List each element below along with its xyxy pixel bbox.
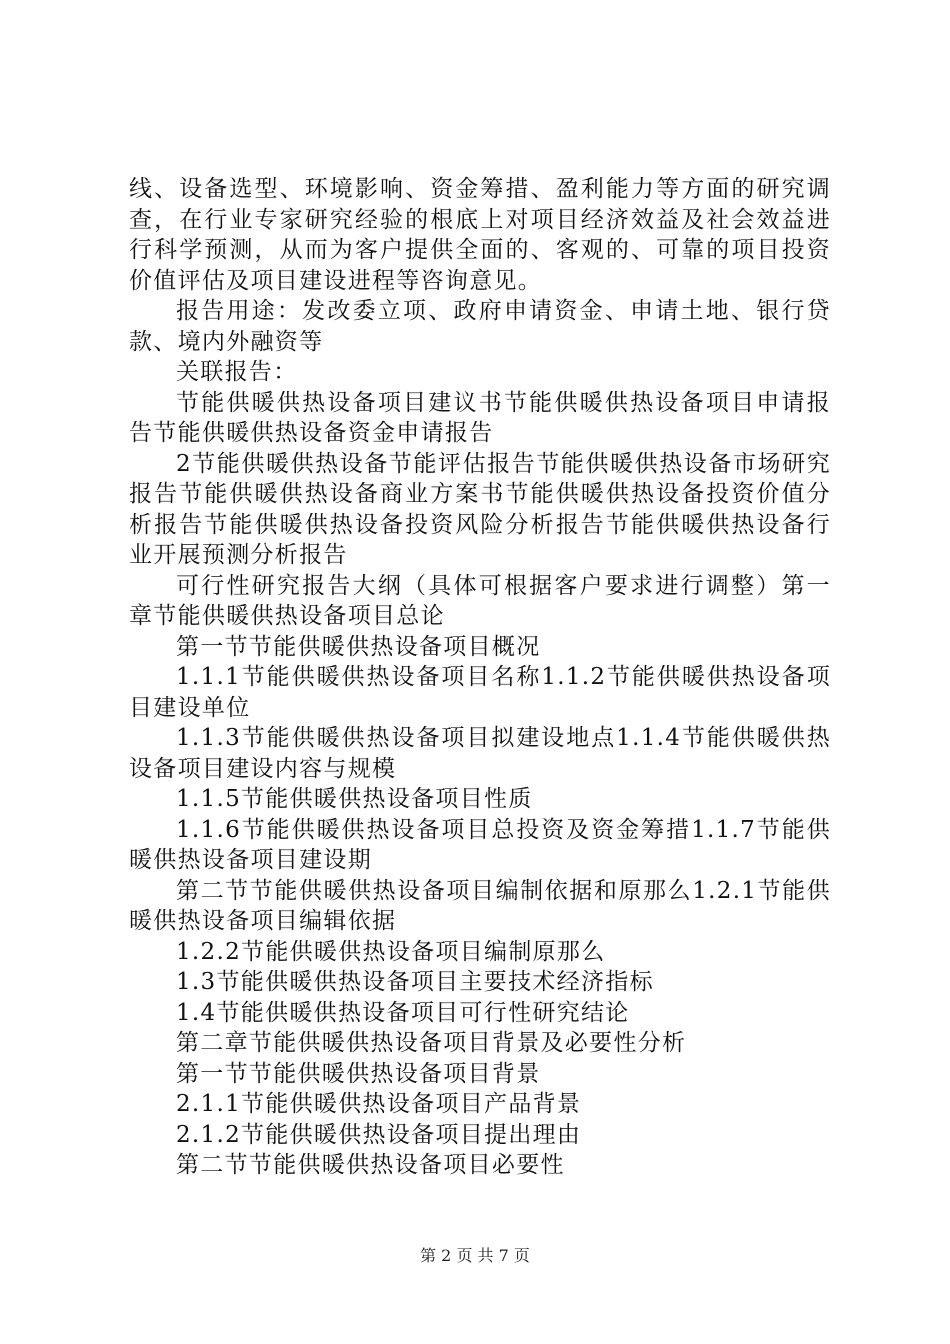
page-number-footer: 第 2 页 共 7 页: [420, 1246, 530, 1265]
paragraph-related-reports-heading: 关联报告：: [176, 359, 298, 385]
paragraph-chapter-2: 第二章节能供暖供热设备项目背景及必要性分析: [176, 1030, 687, 1056]
paragraph-report-usage: 报告用途：发改委立项、政府申请资金、申请土地、银行贷款、境内外融资等: [129, 298, 831, 355]
paragraph-related-reports-2: 2节能供暖供热设备节能评估报告节能供暖供热设备市场研究报告节能供暖供热设备商业方案书节能供暖供热设备投资价值分析报告节能供暖供热设备投资风险分析报告节能供暖供热设备行业开展预测分析报告: [129, 450, 831, 568]
paragraph-section-1-2: 第二节节能供暖供热设备项目编制依据和原那么1.2.1节能供暖供热设备项目编辑依据: [129, 877, 831, 934]
paragraph-item-1-1-6: 1.1.6节能供暖供热设备项目总投资及资金筹措1.1.7节能供暖供热设备项目建设期: [129, 816, 831, 873]
paragraph-section-2-1: 第一节节能供暖供热设备项目背景: [176, 1060, 541, 1087]
paragraph-outline-chapter-1: 可行性研究报告大纲（具体可根据客户要求进行调整）第一章节能供暖供热设备项目总论: [129, 572, 831, 629]
document-body: [129, 174, 831, 1181]
paragraph-item-2-1-1: 2.1.1节能供暖供热设备项目产品背景: [176, 1091, 582, 1117]
paragraph-section-1-1: 第一节节能供暖供热设备项目概况: [176, 633, 541, 660]
paragraph-item-1-1-1: 1.1.1节能供暖供热设备项目名称1.1.2节能供暖供热设备项目建设单位: [129, 664, 831, 721]
paragraph-item-1-1-3: 1.1.3节能供暖供热设备项目拟建设地点1.1.4节能供暖供热设备项目建设内容与规模: [129, 725, 831, 782]
paragraph-intro-continuation: 线、设备选型、环境影响、资金筹措、盈利能力等方面的研究调查，在行业专家研究经验的根底上对项目经济效益及社会效益进行科学预测，从而为客户提供全面的、客观的、可靠的项目投资价值评估及项目建设进程等咨询意见。: [129, 176, 831, 294]
paragraph-item-1-1-5: 1.1.5节能供暖供热设备项目性质: [176, 786, 533, 812]
paragraph-item-1-4: 1.4节能供暖供热设备项目可行性研究结论: [176, 999, 630, 1026]
paragraph-section-2-2: 第二节节能供暖供热设备项目必要性: [176, 1152, 565, 1178]
paragraph-item-2-1-2: 2.1.2节能供暖供热设备项目提出理由: [176, 1121, 582, 1148]
paragraph-item-1-3: 1.3节能供暖供热设备项目主要技术经济指标: [176, 969, 654, 995]
paragraph-item-1-2-2: 1.2.2节能供暖供热设备项目编制原那么: [176, 938, 606, 965]
paragraph-related-reports-1: 节能供暖供热设备项目建议书节能供暖供热设备项目申请报告节能供暖供热设备资金申请报告: [129, 389, 831, 446]
